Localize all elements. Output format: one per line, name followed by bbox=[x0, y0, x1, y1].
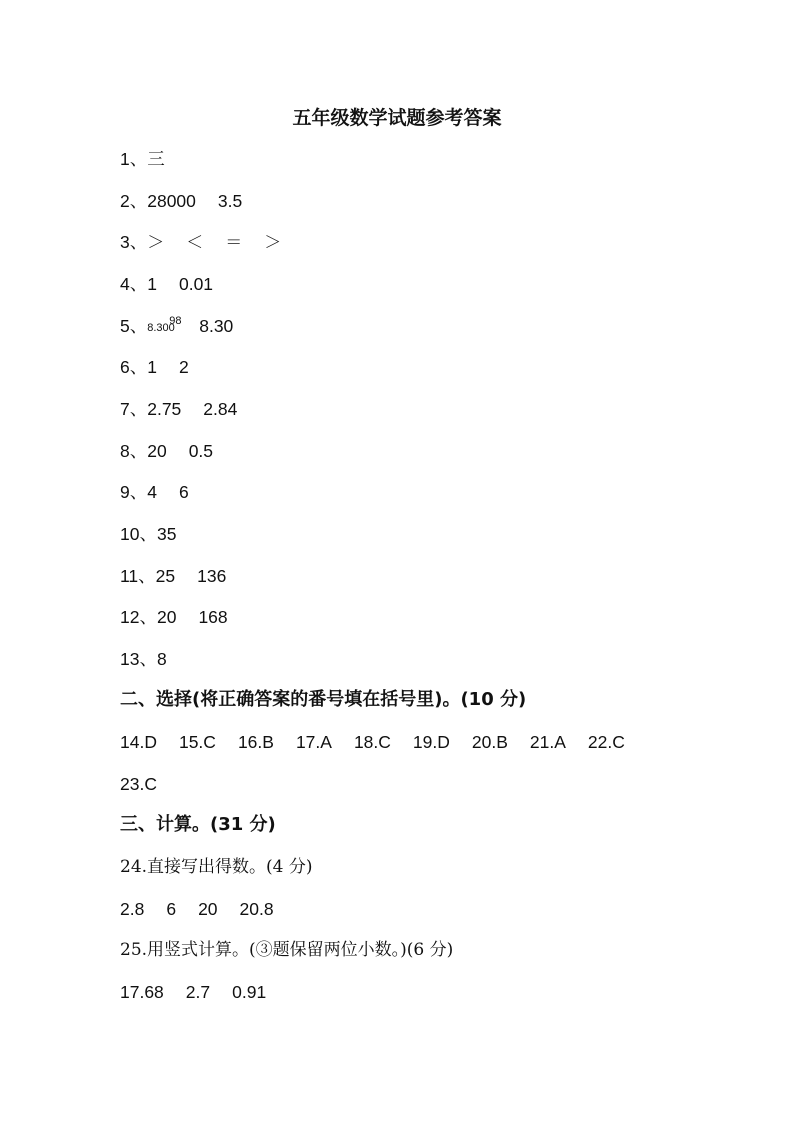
choice-answer: 15.C bbox=[178, 732, 216, 752]
answer-value: 8.30 bbox=[199, 316, 234, 336]
choice-answer: 18.C bbox=[353, 732, 391, 752]
answer-line-11 bbox=[120, 562, 226, 590]
answer-value-base: 8.300 bbox=[147, 322, 175, 334]
choice-answer: 20.B bbox=[471, 732, 508, 752]
answer-number: 2、 bbox=[120, 191, 148, 211]
answer-value: 2 bbox=[178, 357, 189, 377]
answer-value: 0.5 bbox=[188, 441, 214, 461]
answer-value: 1 bbox=[147, 274, 157, 294]
section-heading-choice: 二、选择(将正确答案的番号填在括号里)。(10 分) bbox=[120, 689, 527, 710]
answer-line-5 bbox=[120, 312, 233, 342]
less-than-symbol: ＜ bbox=[186, 233, 204, 253]
answer-value: 20 bbox=[156, 607, 177, 627]
answer-line-9 bbox=[120, 478, 189, 506]
answer-line-6 bbox=[120, 353, 189, 381]
question-24-answers bbox=[120, 895, 274, 923]
greater-than-symbol: ＞ bbox=[147, 233, 165, 253]
section-heading-calculation: 三、计算。(31 分) bbox=[120, 814, 276, 835]
answer-line-10 bbox=[120, 520, 176, 548]
greater-than-symbol: ＞ bbox=[264, 233, 282, 253]
answer-value: 4 bbox=[147, 482, 157, 502]
answer-number: 9、 bbox=[120, 482, 148, 502]
question-25: 25.用竖式计算。(③题保留两位小数。)(6 分) bbox=[120, 940, 454, 960]
answer-value-overwrite: 98 bbox=[169, 315, 182, 327]
page-title: 五年级数学试题参考答案 bbox=[292, 107, 502, 129]
answer-value: 三 bbox=[147, 149, 165, 169]
choice-answer: 14.D bbox=[120, 732, 157, 752]
answer-line-1 bbox=[120, 145, 165, 173]
answer-number: 1、 bbox=[120, 149, 148, 169]
choice-answer: 23.C bbox=[120, 774, 157, 794]
answer-value: 168 bbox=[198, 607, 228, 627]
answer-line-7 bbox=[120, 395, 237, 423]
answer-value: 0.91 bbox=[232, 982, 267, 1002]
question-25-answers bbox=[120, 978, 266, 1006]
answer-number: 11、 bbox=[120, 566, 156, 586]
answer-value: 2.8 bbox=[120, 899, 145, 919]
answer-value: 28000 bbox=[147, 191, 196, 211]
answer-value: 1 bbox=[147, 357, 157, 377]
answer-line-3 bbox=[120, 228, 281, 257]
answer-value: 2.75 bbox=[147, 399, 182, 419]
question-24: 24.直接写出得数。(4 分) bbox=[120, 857, 313, 877]
choice-answer: 17.A bbox=[295, 732, 332, 752]
answer-number: 5、 bbox=[120, 316, 148, 336]
answer-number: 7、 bbox=[120, 399, 148, 419]
answer-line-13 bbox=[120, 645, 167, 673]
answer-number: 6、 bbox=[120, 357, 148, 377]
answer-number: 3、 bbox=[120, 232, 148, 252]
answer-number: 10、 bbox=[120, 524, 157, 544]
answer-number: 12、 bbox=[120, 607, 157, 627]
answer-value: 6 bbox=[178, 482, 189, 502]
answer-number: 13、 bbox=[120, 649, 157, 669]
answer-value: 8 bbox=[156, 649, 167, 669]
choice-answers-row bbox=[120, 728, 625, 756]
answer-value: 2.84 bbox=[203, 399, 238, 419]
answer-value: 20.8 bbox=[239, 899, 274, 919]
answer-value: 35 bbox=[156, 524, 177, 544]
choice-answer: 21.A bbox=[529, 732, 566, 752]
answer-line-4 bbox=[120, 270, 213, 298]
choice-answer: 22.C bbox=[587, 732, 625, 752]
answer-value: 17.68 bbox=[120, 982, 164, 1002]
answer-value: 20 bbox=[147, 441, 167, 461]
answer-number: 4、 bbox=[120, 274, 148, 294]
answer-value: 2.7 bbox=[185, 982, 211, 1002]
answer-line-2 bbox=[120, 187, 242, 215]
answer-value: 6 bbox=[166, 899, 177, 919]
choice-answer: 19.D bbox=[412, 732, 450, 752]
answer-number: 8、 bbox=[120, 441, 148, 461]
answer-value: 136 bbox=[197, 566, 227, 586]
overlapped-small-answer bbox=[147, 314, 185, 342]
choice-answer: 16.B bbox=[237, 732, 274, 752]
choice-answers-row-2 bbox=[120, 770, 157, 798]
equals-symbol: ＝ bbox=[225, 233, 243, 253]
answer-line-8 bbox=[120, 437, 213, 465]
answer-value: 20 bbox=[198, 899, 218, 919]
answer-value: 0.01 bbox=[178, 274, 214, 294]
answer-line-12 bbox=[120, 603, 228, 631]
answer-value: 3.5 bbox=[217, 191, 243, 211]
answer-value: 25 bbox=[155, 566, 176, 586]
